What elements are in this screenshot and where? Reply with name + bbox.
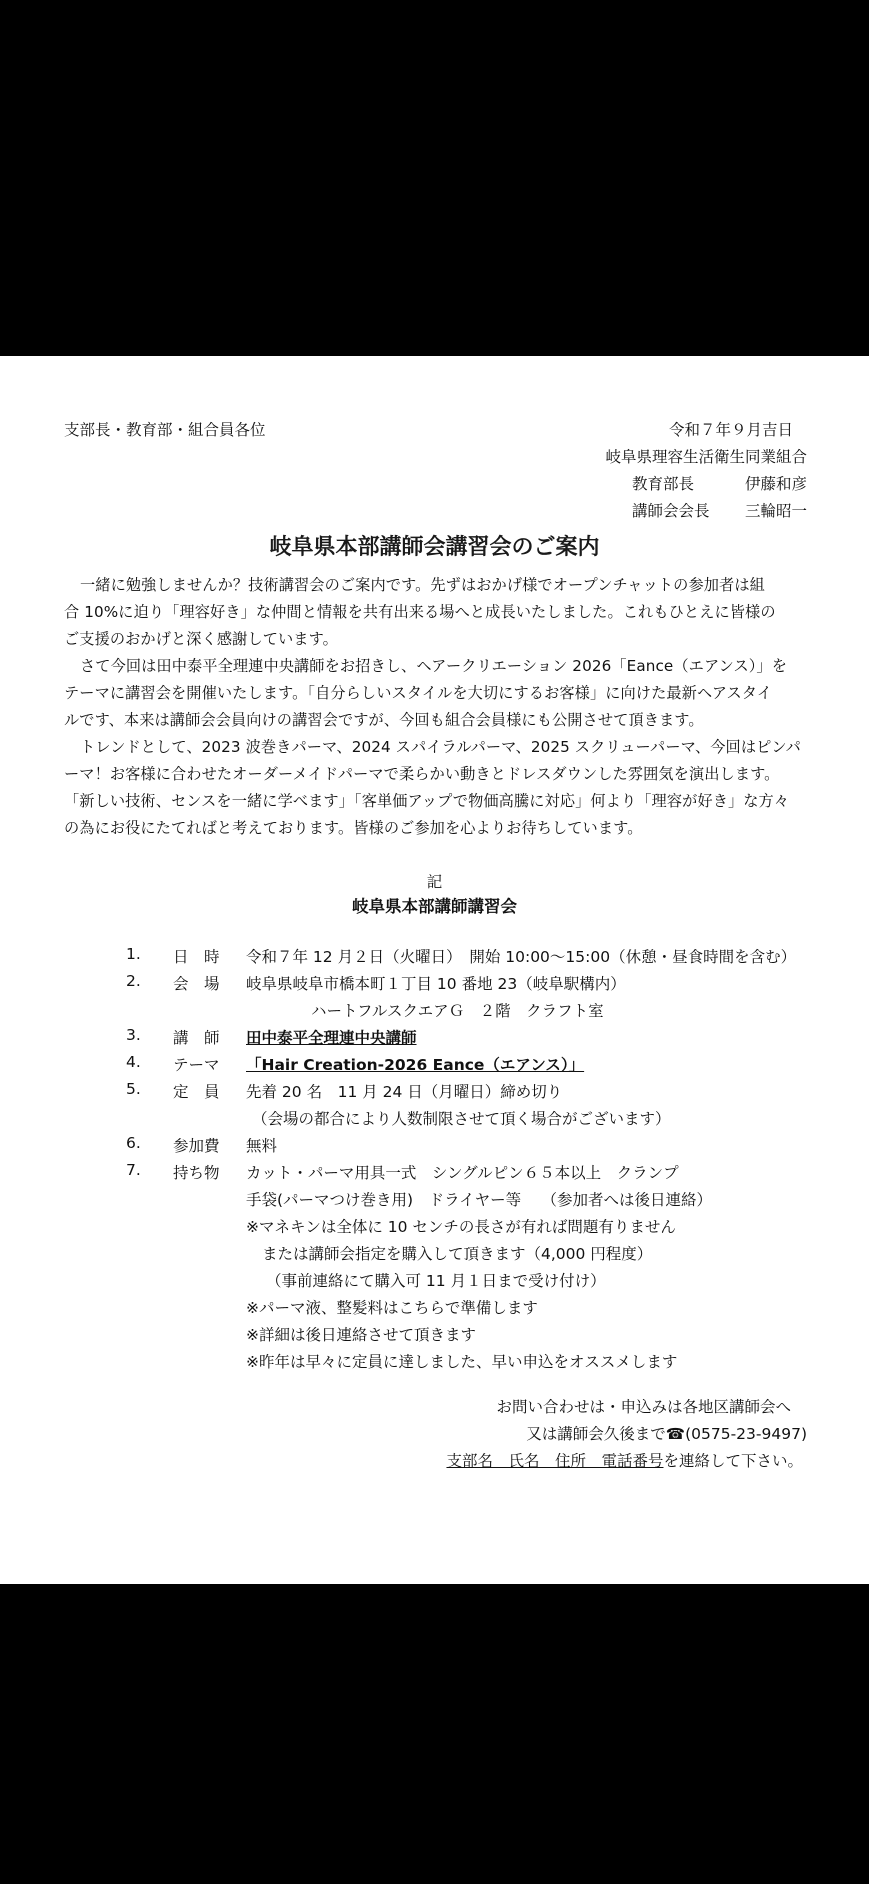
ki-mark: 記 [426,873,443,891]
item-number: 1. [126,945,141,963]
body-line: ルです、本来は講師会会員向けの講習会ですが、今回も組合会員様にも公開させて頂きます。 [64,711,704,729]
belongings-line: ※昨年は早々に定員に達しました、早い申込をオススメします [246,1353,678,1371]
document-page [0,356,869,1584]
item-value-instructor: 田中泰平全理連中央講師 [246,1029,417,1047]
item-number: 7. [126,1161,141,1179]
sender2-name: 三輪昭一 [744,502,807,520]
belongings-line: ※パーマ液、整髪料はこちらで準備します [246,1299,538,1317]
document-title: 岐阜県本部講師会講習会のご案内 [269,535,600,560]
body-line: 「新しい技術、センスを一緒に学べます」「客単価アップで物価高騰に対応」何より「理容が好き」な方々 [64,792,790,810]
body-line: さて今回は田中泰平全理連中央講師をお招きし、ヘアークリエーション 2026「Eance（エアンス）」を [80,657,788,675]
sender1-title: 教育部長 [632,475,695,493]
item-number: 6. [126,1134,141,1152]
body-line: ご支援のおかげと深く感謝しています。 [64,630,338,648]
belongings-line: （事前連絡にて購入可 11 月１日まで受け付け） [266,1272,606,1290]
item-value-venue-room: ハートフルスクエアＧ ２階 クラフト室 [311,1002,604,1020]
belongings-line: ※詳細は後日連絡させて頂きます [246,1326,476,1344]
item-label-datetime: 日 時 [173,948,220,966]
item-label-venue: 会 場 [173,975,220,993]
item-number: 4. [126,1053,141,1071]
body-line: の為にお役にたてればと考えております。皆様のご参加を心よりお待ちしています。 [64,819,643,837]
item-value-venue: 岐阜県岐阜市橋本町１丁目 10 番地 23（岐阜駅構内） [246,975,626,993]
item-number: 5. [126,1080,141,1098]
contact-instruction: を連絡して下さい。 [663,1452,803,1470]
belongings-line: ※マネキンは全体に 10 センチの長さが有れば問題有りません [246,1218,676,1236]
item-label-theme: テーマ [173,1056,220,1074]
sender1-name: 伊藤和彦 [744,475,807,493]
addressee: 支部長・教育部・組合員各位 [64,421,266,439]
body-line: トレンドとして、2023 波巻きパーマ、2024 スパイラルパーマ、2025 スクリューパーマ、今回はピンパ [80,738,801,756]
contact-required-fields: 支部名 氏名 住所 電話番号 [446,1452,664,1470]
sender2-title: 講師会会長 [632,502,710,520]
body-line: テーマに講習会を開催いたします。「自分らしいスタイルを大切にするお客様」に向けた最新ヘアスタイ [64,684,773,702]
contact-line-2: 又は講師会久後まで☎(0575-23-9497) [526,1425,807,1443]
item-label-capacity: 定 員 [173,1083,220,1101]
item-label-instructor: 講 師 [173,1029,220,1047]
contact-line-3 [446,1449,803,1471]
item-value-theme: 「Hair Creation-2026 Eance（エアンス）」 [246,1056,585,1074]
item-number: 2. [126,972,141,990]
belongings-line: 手袋(パーマつけ巻き用) ドライヤー等 （参加者へは後日連絡） [246,1191,713,1209]
body-line: 一緒に勉強しませんか？技術講習会のご案内です。先ずはおかげ様でオープンチャットの参加者は組 [80,576,765,594]
belongings-line: または講師会指定を購入して頂きます（4,000 円程度） [262,1245,653,1263]
item-value-belongings: カット・パーマ用具一式 シングルピン６５本以上 クランプ [246,1164,679,1182]
item-value-fee: 無料 [246,1137,278,1155]
item-number: 3. [126,1026,141,1044]
item-value-datetime: 令和７年 12 月２日（火曜日） 開始 10:00～15:00（休憩・昼食時間を含む） [246,948,797,966]
item-label-belongings: 持ち物 [173,1164,220,1182]
item-value-capacity: 先着 20 名 11 月 24 日（月曜日）締め切り [246,1083,563,1101]
organization: 岐阜県理容生活衛生同業組合 [605,448,807,466]
item-value-capacity-note: （会場の都合により人数制限させて頂く場合がございます） [252,1110,671,1128]
issue-date: 令和７年９月吉日 [668,421,793,439]
contact-line-1: お問い合わせは・申込みは各地区講師会へ [496,1398,791,1416]
item-label-fee: 参加費 [173,1137,220,1155]
body-line: ーマ！お客様に合わせたオーダーメイドパーマで柔らかい動きとドレスダウンした雰囲気を演出します。 [64,765,780,783]
body-line: 合 10%に迫り「理容好き」な仲間と情報を共有出来る場へと成長いたしました。これもひとえに皆様の [64,603,776,621]
section-subtitle: 岐阜県本部講師講習会 [352,897,517,916]
